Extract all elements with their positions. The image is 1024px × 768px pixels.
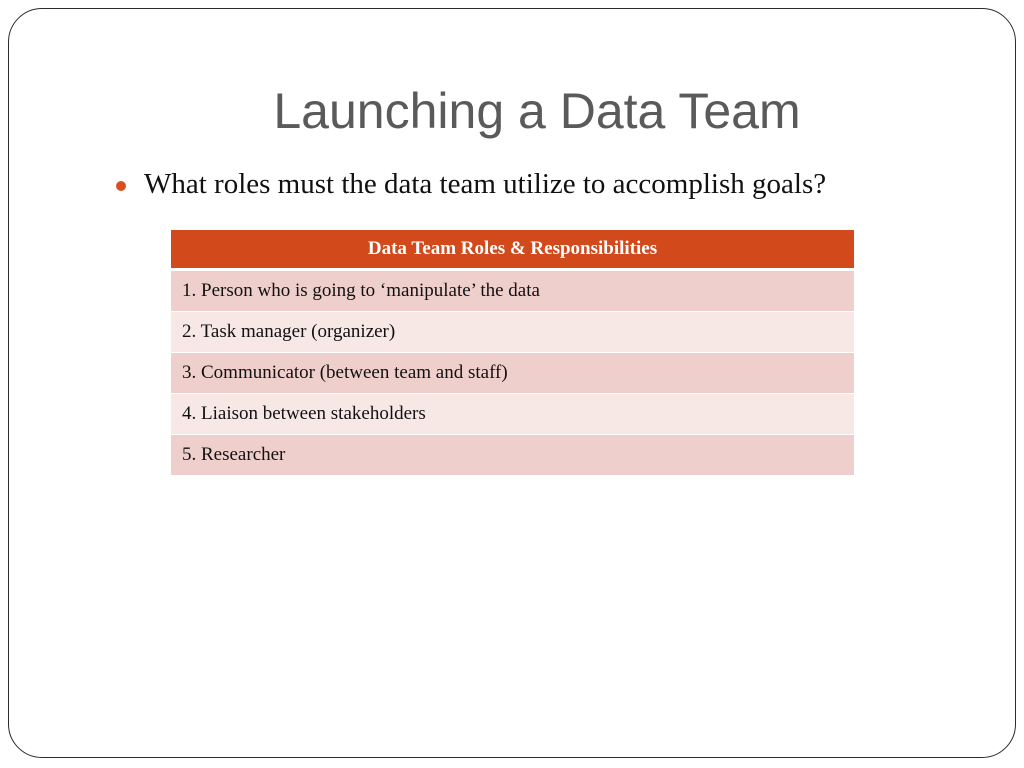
slide-title: Launching a Data Team xyxy=(273,83,801,139)
table-row xyxy=(171,353,854,394)
table-cell: 2. Task manager (organizer) xyxy=(171,312,854,353)
bullet-dot-icon xyxy=(116,181,126,191)
bullet-item xyxy=(116,168,826,201)
table-row xyxy=(171,394,854,435)
table-cell: 4. Liaison between stakeholders xyxy=(171,394,854,435)
bullet-text: What roles must the data team utilize to accomplish goals? xyxy=(144,168,827,200)
table-cell: 3. Communicator (between team and staff) xyxy=(171,353,854,394)
table-row xyxy=(171,435,854,476)
table-header: Data Team Roles & Responsibilities xyxy=(171,230,854,271)
table-cell: 1. Person who is going to ‘manipulate’ the data xyxy=(171,271,854,312)
table-header-row xyxy=(171,230,854,271)
table-cell: 5. Researcher xyxy=(171,435,854,476)
table-row xyxy=(171,271,854,312)
table-row xyxy=(171,312,854,353)
roles-table xyxy=(171,230,854,476)
